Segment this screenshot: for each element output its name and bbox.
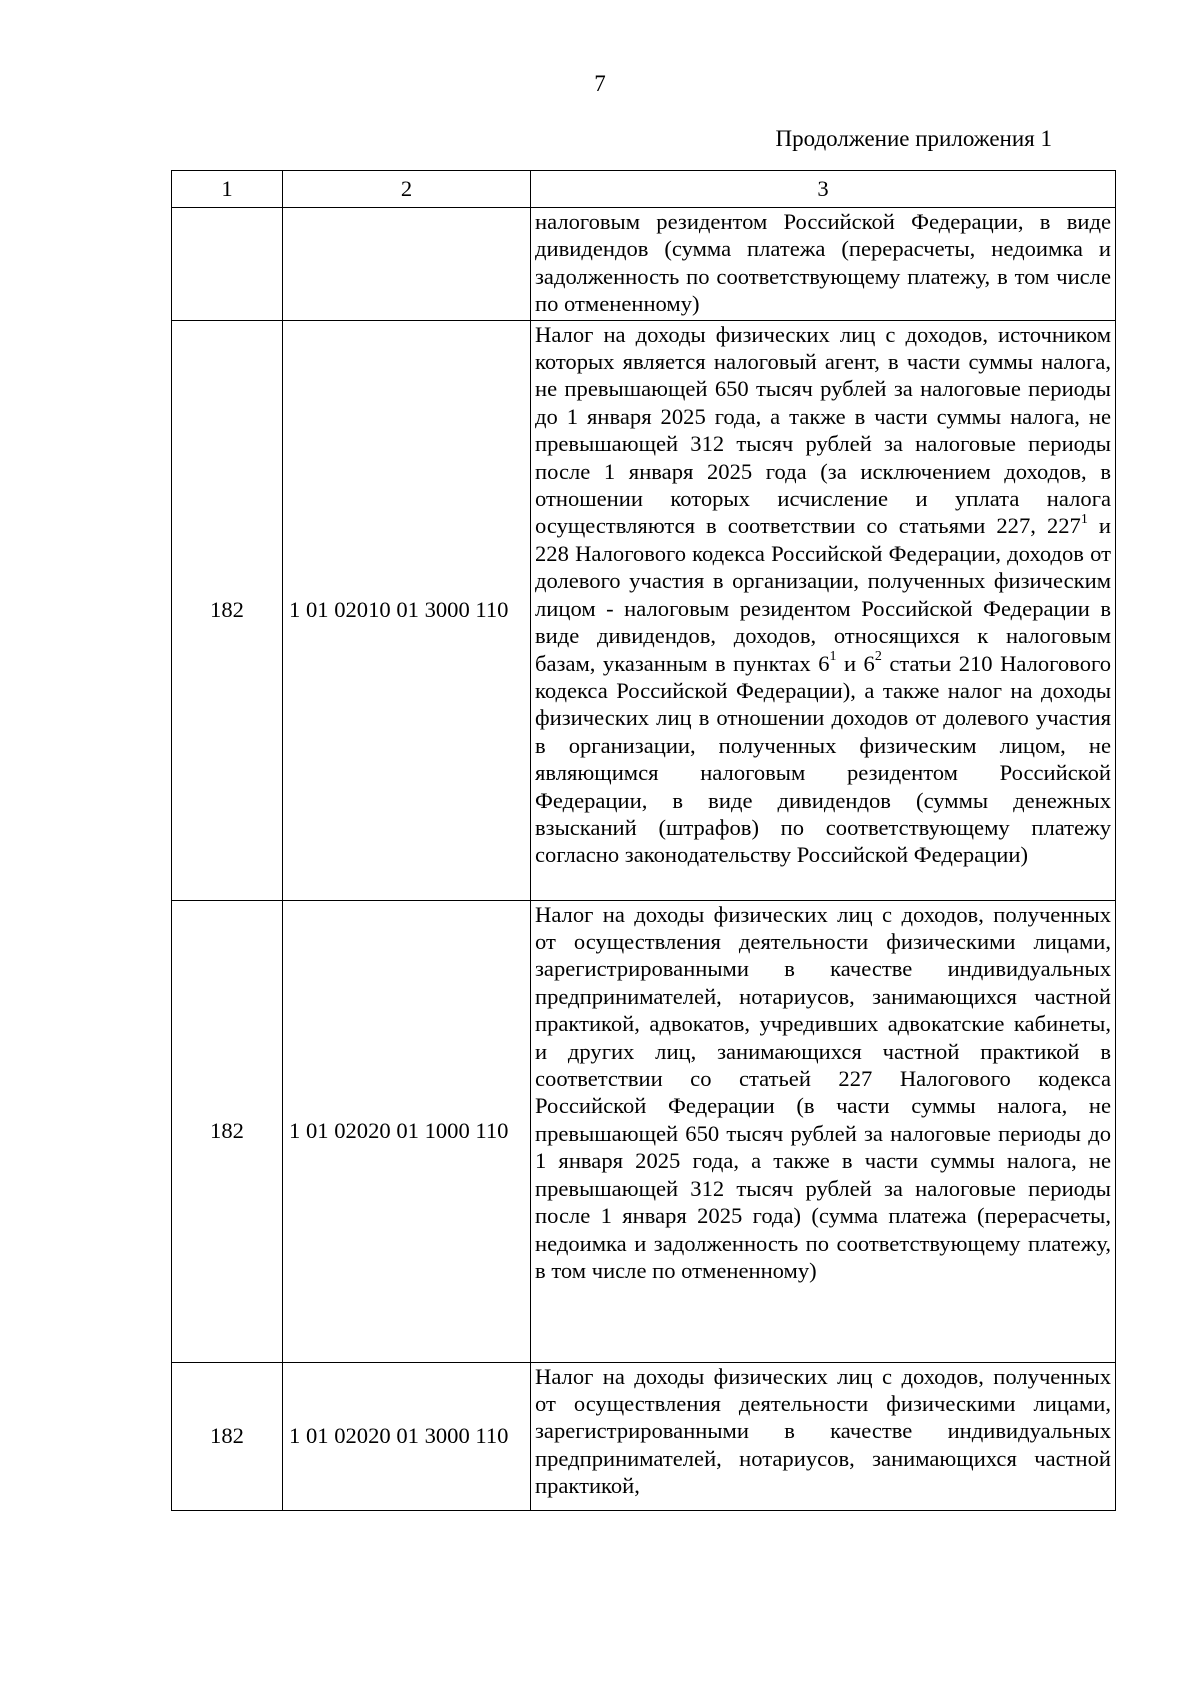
description-cell <box>531 208 1116 321</box>
column-header-2: 2 <box>283 171 531 208</box>
admin-code-cell <box>172 208 283 321</box>
superscript: 1 <box>1080 511 1088 527</box>
continuation-note: Продолжение приложения 1 <box>775 126 1052 151</box>
kbk-code-cell <box>283 208 531 321</box>
description-text: Налог на доходы физических лиц с доходов, полученных от осуществления деятельности физическими лицами, зарегистрированными в качестве индивидуальных предпринимателей, нотариусов, занимающихся частной практикой, <box>535 1363 1111 1499</box>
superscript: 2 <box>874 648 882 664</box>
description-cell <box>531 320 1116 900</box>
description-cell <box>531 900 1116 1362</box>
description-text: Налог на доходы физических лиц с доходов, полученных от осуществления деятельности физическими лицами, зарегистрированными в качестве индивидуальных предпринимателей, нотариусов, занимающихся частной практикой, адвокатов, учредивших адвокатские кабинеты, и других лиц, занимающихся частной практикой в соответствии со статьей 227 Налогового кодекса Российской Федерации (в части суммы налога, не превышающей 650 тысяч рублей за налоговые периоды до 1 января 2025 года, а также в части суммы налога, не превышающей 312 тысяч рублей за налоговые периоды после 1 января 2025 года) (сумма платежа (перерасчеты, недоимка и задолженность по соответствующему платежу, в том числе по отмененному) <box>535 901 1111 1283</box>
table-header-row <box>172 171 1116 208</box>
table-row <box>172 1362 1116 1510</box>
column-header-1: 1 <box>172 171 283 208</box>
description-text: Налог на доходы физических лиц с доходов, источником которых является налоговый агент, в части суммы налога, не превышающей 650 тысяч рублей за налоговые периоды до 1 января 2025 года, а также в части суммы налога, не превышающей 312 тысяч рублей за налоговые периоды после 1 января 2025 года (за исключением доходов, в отношении которых исчисление и уплата налога осуществляются в соответствии со статьями 227, $227^1$ и 228 Налогового кодекса Российской Федерации, доходов от долевого участия в организации, полученных физическим лицом - налоговым резидентом Российской Федерации в виде дивидендов, доходов, относящихся к налоговым базам, указанным в пунктах $6^1$ и $6^2$ статьи 210 Налогового кодекса Российской Федерации), а также налог на доходы физических лиц в отношении доходов от долевого участия в организации, полученных физическим лицом, не являющимся налоговым резидентом Российской Федерации, в виде дивидендов (суммы денежных взысканий (штрафов) по соответствующему платежу согласно законодательству Российской Федерации) <box>535 321 1111 868</box>
admin-code-cell: 182 <box>172 1362 283 1510</box>
page-number: 7 <box>594 71 606 96</box>
table-row <box>172 320 1116 900</box>
kbk-code-cell: 1 01 02020 01 1000 110 <box>283 900 531 1362</box>
table-row <box>172 900 1116 1362</box>
description-cell <box>531 1362 1116 1510</box>
superscript: 1 <box>829 648 837 664</box>
classification-table <box>171 170 1116 1511</box>
column-header-3: 3 <box>531 171 1116 208</box>
kbk-code-cell: 1 01 02010 01 3000 110 <box>283 320 531 900</box>
description-text: налоговым резидентом Российской Федерации, в виде дивидендов (сумма платежа (перерасчеты, недоимка и задолженность по соответствующему платежу, в том числе по отмененному) <box>535 209 1111 317</box>
kbk-code-cell: 1 01 02020 01 3000 110 <box>283 1362 531 1510</box>
table-row <box>172 208 1116 321</box>
admin-code-cell: 182 <box>172 900 283 1362</box>
admin-code-cell: 182 <box>172 320 283 900</box>
